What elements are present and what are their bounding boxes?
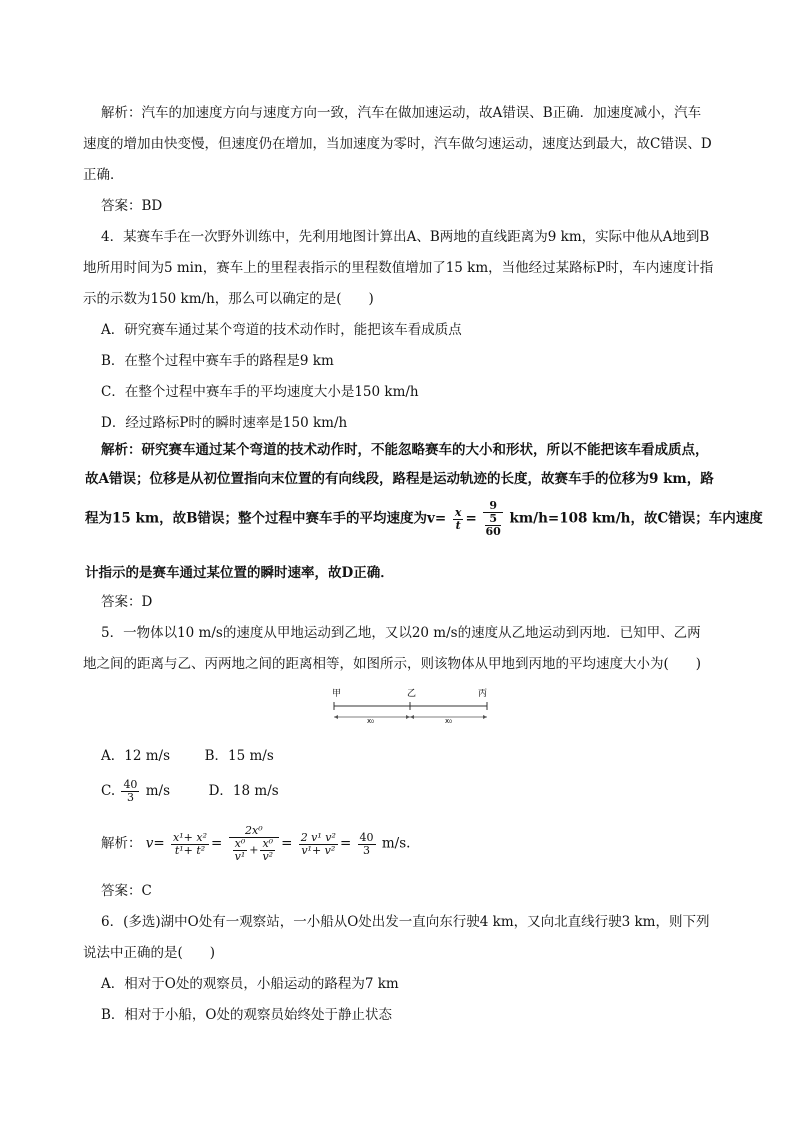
diagram-label-c: 丙 — [478, 689, 488, 699]
q5-frac-1-den: t¹+ t² — [174, 843, 206, 857]
q5-option-c-num: 40 — [123, 778, 138, 791]
q5-options-cd — [101, 779, 279, 804]
q6-stem-line-2: 说法中正确的是( ) — [83, 945, 216, 961]
q5-options-ab — [101, 748, 274, 764]
q5-frac-2-den: $\frac{\text{x⁰}}{\text{v¹}}$ + $\frac{\text{x⁰}}{\text{v²}}$ — [234, 837, 274, 863]
q4-analysis-line-3-pre: 程为15 km，故B错误；整个过程中赛车手的平均速度为v= — [85, 510, 447, 527]
q5-option-b: B．15 m/s — [204, 748, 274, 764]
q5-result-unit: m/s. — [381, 835, 411, 852]
q4-answer: 答案：D — [101, 594, 153, 610]
q4-option-a: A．研究赛车通过某个弯道的技术动作时，能把该车看成质点 — [101, 322, 462, 338]
q5-option-a: A．12 m/s — [101, 748, 170, 764]
q4-frac-x-over-t — [453, 507, 464, 532]
q6-option-a: A．相对于O处的观察员，小船运动的路程为7 km — [101, 976, 399, 992]
q5-frac-4 — [358, 832, 376, 857]
q4-analysis-line-3: 程为15 km，故B错误；整个过程中赛车手的平均速度为v= $\frac{x}{t}$ = 9 5 60 km/h=108 km/h，故C错误；车内速度 — [85, 499, 763, 538]
q4-stem-line-1: 4．某赛车手在一次野外训练中，先利用地图计算出A、B两地的直线距离为9 km，实际中他从A地到B — [101, 229, 710, 245]
q5-option-c-den: 3 — [126, 791, 134, 804]
q6-option-b: B．相对于小船，O处的观察员始终处于静止状态 — [101, 1007, 392, 1023]
q5-frac-4-den: 3 — [363, 843, 371, 857]
q3-analysis-line-3: 正确． — [83, 167, 124, 183]
q4-frac-5-over-60 — [483, 513, 502, 538]
q4-option-b: B．在整个过程中赛车手的路程是9 km — [101, 353, 334, 369]
q4-stem-line-2: 地所用时间为5 min，赛车上的里程表指示的里程数值增加了15 km，当他经过某路标P时，车内速度计指 — [83, 260, 714, 276]
q3-analysis-line-2: 速度的增加由快变慢，但速度仍在增加，当加速度为零时，汽车做匀速运动，速度达到最大，故C错误、D — [83, 136, 712, 152]
q5-option-d: D．18 m/s — [208, 783, 279, 799]
q4-frac-9: 9 — [483, 500, 502, 513]
q5-option-c-prefix: C. — [101, 783, 116, 799]
q4-frac-5: 5 — [485, 513, 500, 526]
diagram-label-a: 甲 — [332, 689, 342, 699]
q4-option-d: D．经过路标P时的瞬时速率是150 km/h — [101, 415, 348, 431]
q4-analysis-line-1: 解析：研究赛车通过某个弯道的技术动作时，不能忽略赛车的大小和形状，所以不能把该车看成质点， — [101, 442, 709, 458]
q5-frac-2-den-b — [260, 838, 275, 863]
q4-analysis-line-3-post: km/h=108 km/h，故C错误；车内速度 — [509, 510, 763, 527]
q4-frac-t: t — [455, 518, 461, 532]
q5-frac-3 — [299, 832, 338, 857]
diagram-label-b: 乙 — [407, 689, 417, 699]
q4-stem-line-3: 示的示数为150 km/h，那么可以确定的是( ) — [83, 291, 374, 307]
q5-option-c-unit: m/s — [145, 783, 171, 799]
q5-frac-2-den-a-num: x⁰ — [234, 837, 246, 850]
q4-frac-60: 60 — [485, 525, 501, 538]
q5-stem-line-2: 地之间的距离与乙、丙两地之间的距离相等，如图所示，则该物体从甲地到丙地的平均速度大小为( ) — [83, 656, 702, 672]
q5-frac-2-den-a — [233, 838, 248, 863]
q5-analysis: 解析： v= $\frac{\text{x¹+ x²}}{\text{t¹+ t²}}$ = 2x⁰ $\frac{\text{x⁰}}{\text{v¹}}$ + $\frac{\text{x⁰}}{\text{v²}}$ = $\frac{\text{2 v¹ v²}}{\text{v¹+ v²}}$ = $\frac{40}{3}$ m/s. — [101, 824, 411, 863]
q4-frac-x: x — [454, 505, 462, 519]
q6-stem-line-1: 6．(多选)湖中O处有一观察站，一小船从O处出发一直向东行驶4 km，又向北直线行驶3 km，则下列 — [101, 914, 710, 930]
q5-frac-1 — [171, 832, 209, 857]
q5-stem-line-1: 5．一物体以10 m/s的速度从甲地运动到乙地，又以20 m/s的速度从乙地运动到丙地．已知甲、乙两 — [101, 625, 701, 641]
q4-option-c: C．在整个过程中赛车手的平均速度大小是150 km/h — [101, 384, 419, 400]
q3-analysis-line-1: 解析：汽车的加速度方向与速度方向一致，汽车在做加速运动，故A错误、B正确．加速度减小，汽车 — [101, 105, 702, 121]
q5-option-c-frac — [121, 779, 139, 804]
q3-answer: 答案：BD — [101, 198, 163, 214]
q5-answer: 答案：C — [101, 883, 152, 899]
q5-frac-3-den: v¹+ v² — [301, 843, 336, 857]
q5-frac-3-num: 2 v¹ v² — [300, 830, 336, 844]
q5-frac-2 — [229, 825, 279, 863]
q5-frac-4-num: 40 — [359, 830, 374, 844]
q5-analysis-label: 解析： — [101, 835, 142, 852]
q5-frac-2-den-b-num: x⁰ — [262, 837, 274, 850]
q5-frac-2-num: 2x⁰ — [229, 825, 279, 838]
q5-eq-symbol: v= — [145, 835, 165, 852]
diagram-seg-2: x₀ — [445, 717, 452, 725]
q5-frac-1-num: x¹+ x² — [173, 830, 207, 844]
q4-frac-9-over-5-60 — [483, 500, 502, 538]
diagram-seg-1: x₀ — [367, 717, 374, 725]
q5-distance-diagram — [330, 685, 495, 730]
q5-frac-2-den-b-den: v² — [262, 850, 274, 863]
q4-analysis-line-4: 计指示的是赛车通过某位置的瞬时速率，故D正确． — [85, 565, 394, 581]
q4-analysis-line-2: 故A错误；位移是从初位置指向末位置的有向线段，路程是运动轨迹的长度，故赛车手的位移为9 km，路 — [85, 471, 714, 487]
q5-frac-2-den-a-den: v¹ — [234, 850, 246, 863]
